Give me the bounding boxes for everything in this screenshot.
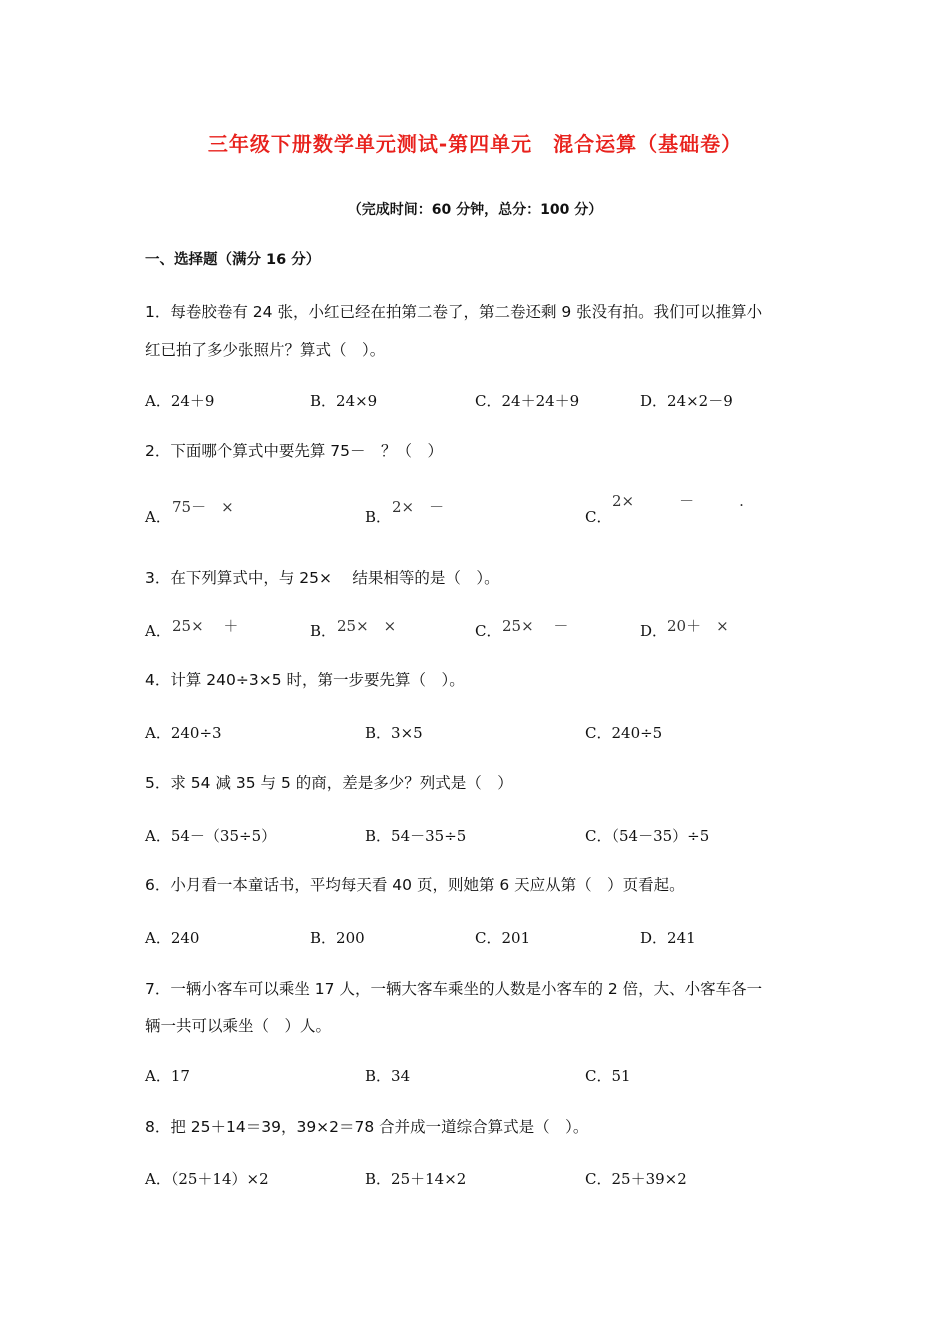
q3-option-c[interactable]: C．: [475, 622, 502, 640]
q5-option-a[interactable]: A．54－（35÷5）: [145, 827, 277, 845]
q8-option-c[interactable]: C．25＋39×2: [585, 1170, 687, 1188]
q2-option-b-expression: 2× －: [392, 498, 445, 516]
question-3-line-1: 3．在下列算式中，与 25× 结果相等的是（ ）。: [145, 569, 500, 587]
q4-option-a[interactable]: A．240÷3: [145, 724, 222, 742]
question-6-line-1: 6．小月看一本童话书，平均每天看 40 页，则她第 6 天应从第（ ）页看起。: [145, 876, 685, 894]
q1-option-d[interactable]: D．24×2－9: [640, 392, 733, 410]
q8-option-a[interactable]: A．（25＋14）×2: [145, 1170, 269, 1188]
q7-option-a[interactable]: A．17: [145, 1067, 190, 1085]
question-7-line-2: 辆一共可以乘坐（ ）人。: [145, 1017, 332, 1035]
q6-option-a[interactable]: A．240: [145, 929, 200, 947]
q3-option-d[interactable]: D．: [640, 622, 668, 640]
q7-option-b[interactable]: B．34: [365, 1067, 411, 1085]
q7-option-c[interactable]: C．51: [585, 1067, 631, 1085]
question-1-line-1: 1．每卷胶卷有 24 张，小红已经在拍第二卷了，第二卷还剩 9 张没有拍。我们可以推算小: [145, 303, 763, 321]
exam-info: （完成时间：60 分钟，总分：100 分）: [347, 202, 603, 218]
question-5-line-1: 5．求 54 减 35 与 5 的商，差是多少？列式是（ ）: [145, 774, 513, 792]
document-title: 三年级下册数学单元测试-第四单元 混合运算（基础卷）: [207, 132, 743, 156]
q2-option-c[interactable]: C．: [585, 508, 612, 526]
q3-option-c-expression: 25× －: [502, 617, 569, 635]
q5-option-b[interactable]: B．54－35÷5: [365, 827, 467, 845]
q4-option-b[interactable]: B．3×5: [365, 724, 423, 742]
q3-option-b-expression: 25× ×: [337, 617, 397, 635]
q3-option-a[interactable]: A．: [145, 622, 171, 640]
q6-option-d[interactable]: D．241: [640, 929, 696, 947]
q3-option-d-expression: 20＋ ×: [667, 617, 729, 635]
question-2-line-1: 2．下面哪个算式中要先算 75－ ？（ ）: [145, 442, 444, 460]
q2-option-a[interactable]: A．: [145, 508, 171, 526]
q1-option-b[interactable]: B．24×9: [310, 392, 378, 410]
q6-option-b[interactable]: B．200: [310, 929, 365, 947]
question-4-line-1: 4．计算 240÷3×5 时，第一步要先算（ ）。: [145, 671, 465, 689]
section-heading: 一、选择题（满分 16 分）: [145, 252, 321, 268]
question-8-line-1: 8．把 25＋14＝39，39×2＝78 合并成一道综合算式是（ ）。: [145, 1118, 589, 1136]
q3-option-a-expression: 25× ＋: [172, 617, 239, 635]
q8-option-b[interactable]: B．25＋14×2: [365, 1170, 467, 1188]
question-7-line-1: 7．一辆小客车可以乘坐 17 人，一辆大客车乘坐的人数是小客车的 2 倍，大、小客车各一: [145, 980, 763, 998]
q3-option-b[interactable]: B．: [310, 622, 337, 640]
q2-option-c-expression: 2× － .: [612, 492, 744, 510]
q4-option-c[interactable]: C．240÷5: [585, 724, 663, 742]
q1-option-c[interactable]: C．24＋24＋9: [475, 392, 580, 410]
q2-option-a-expression: 75－ ×: [172, 498, 234, 516]
question-1-line-2: 红已拍了多少张照片？算式（ ）。: [145, 341, 386, 359]
q6-option-c[interactable]: C．201: [475, 929, 531, 947]
q1-option-a[interactable]: A．24＋9: [145, 392, 215, 410]
q2-option-b[interactable]: B．: [365, 508, 392, 526]
q5-option-c[interactable]: C．（54－35）÷5: [585, 827, 710, 845]
